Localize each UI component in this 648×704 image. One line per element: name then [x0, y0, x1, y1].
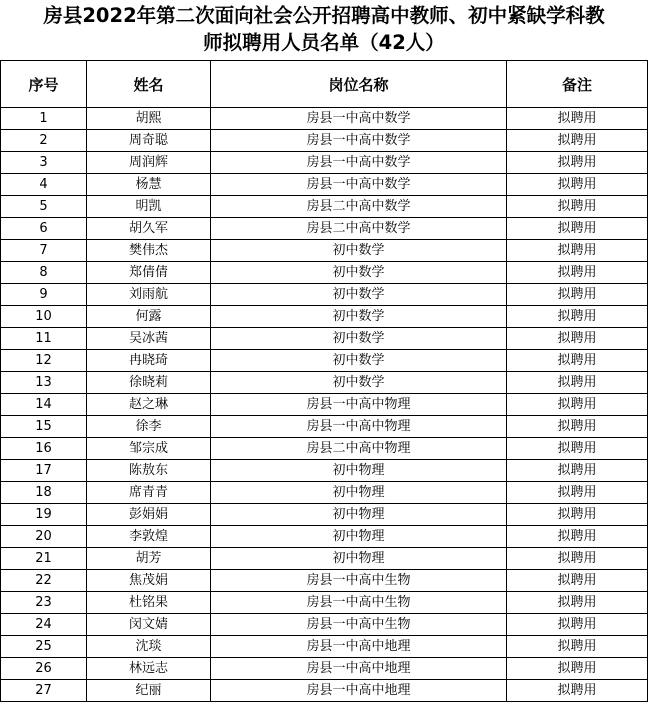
cell-remarks: 拟聘用	[507, 548, 648, 570]
cell-remarks: 拟聘用	[507, 262, 648, 284]
header-remarks: 备注	[507, 61, 648, 108]
cell-serial-number: 1	[1, 108, 87, 130]
cell-serial-number: 19	[1, 504, 87, 526]
cell-remarks: 拟聘用	[507, 438, 648, 460]
cell-remarks: 拟聘用	[507, 240, 648, 262]
cell-remarks: 拟聘用	[507, 636, 648, 658]
cell-serial-number: 21	[1, 548, 87, 570]
cell-remarks: 拟聘用	[507, 416, 648, 438]
cell-serial-number: 18	[1, 482, 87, 504]
cell-position: 初中数学	[211, 262, 507, 284]
cell-name: 纪丽	[87, 680, 211, 702]
cell-name: 胡久军	[87, 218, 211, 240]
cell-remarks: 拟聘用	[507, 460, 648, 482]
table-row	[1, 570, 648, 592]
cell-name: 周润辉	[87, 152, 211, 174]
cell-serial-number: 13	[1, 372, 87, 394]
cell-serial-number: 3	[1, 152, 87, 174]
cell-position: 房县一中高中数学	[211, 108, 507, 130]
cell-name: 林远志	[87, 658, 211, 680]
cell-position: 初中数学	[211, 284, 507, 306]
cell-remarks: 拟聘用	[507, 284, 648, 306]
table-row	[1, 614, 648, 636]
table-row	[1, 196, 648, 218]
cell-position: 房县一中高中数学	[211, 130, 507, 152]
title-line-2: 师拟聘用人员名单（42人）	[203, 31, 445, 54]
table-header-row	[1, 61, 648, 108]
cell-remarks: 拟聘用	[507, 394, 648, 416]
cell-name: 焦茂娟	[87, 570, 211, 592]
cell-remarks: 拟聘用	[507, 108, 648, 130]
cell-serial-number: 4	[1, 174, 87, 196]
cell-remarks: 拟聘用	[507, 526, 648, 548]
cell-position: 房县一中高中地理	[211, 636, 507, 658]
table-row	[1, 328, 648, 350]
cell-position: 房县一中高中数学	[211, 152, 507, 174]
cell-serial-number: 23	[1, 592, 87, 614]
cell-position: 初中物理	[211, 526, 507, 548]
cell-position: 房县二中高中物理	[211, 438, 507, 460]
table-row	[1, 240, 648, 262]
cell-remarks: 拟聘用	[507, 152, 648, 174]
cell-position: 初中物理	[211, 460, 507, 482]
table-row	[1, 350, 648, 372]
cell-name: 刘雨航	[87, 284, 211, 306]
cell-remarks: 拟聘用	[507, 658, 648, 680]
table-row	[1, 218, 648, 240]
cell-position: 房县一中高中物理	[211, 394, 507, 416]
cell-name: 郑倩倩	[87, 262, 211, 284]
cell-serial-number: 5	[1, 196, 87, 218]
cell-name: 闵文婧	[87, 614, 211, 636]
table-row	[1, 284, 648, 306]
table-row	[1, 592, 648, 614]
hiring-roster-table	[0, 60, 648, 702]
cell-remarks: 拟聘用	[507, 350, 648, 372]
cell-serial-number: 15	[1, 416, 87, 438]
cell-name: 冉晓琦	[87, 350, 211, 372]
cell-serial-number: 17	[1, 460, 87, 482]
cell-serial-number: 11	[1, 328, 87, 350]
cell-serial-number: 25	[1, 636, 87, 658]
cell-serial-number: 24	[1, 614, 87, 636]
table-row	[1, 636, 648, 658]
cell-remarks: 拟聘用	[507, 504, 648, 526]
cell-remarks: 拟聘用	[507, 482, 648, 504]
cell-name: 胡熙	[87, 108, 211, 130]
cell-name: 赵之琳	[87, 394, 211, 416]
table-row	[1, 460, 648, 482]
cell-position: 初中物理	[211, 504, 507, 526]
table-row	[1, 416, 648, 438]
table-row	[1, 548, 648, 570]
cell-remarks: 拟聘用	[507, 218, 648, 240]
cell-serial-number: 8	[1, 262, 87, 284]
cell-name: 徐晓莉	[87, 372, 211, 394]
cell-serial-number: 10	[1, 306, 87, 328]
cell-position: 初中数学	[211, 372, 507, 394]
cell-position: 初中数学	[211, 306, 507, 328]
cell-position: 初中数学	[211, 328, 507, 350]
cell-remarks: 拟聘用	[507, 328, 648, 350]
cell-serial-number: 22	[1, 570, 87, 592]
cell-serial-number: 2	[1, 130, 87, 152]
cell-name: 杨慧	[87, 174, 211, 196]
cell-remarks: 拟聘用	[507, 372, 648, 394]
table-row	[1, 152, 648, 174]
cell-position: 房县一中高中物理	[211, 416, 507, 438]
cell-remarks: 拟聘用	[507, 196, 648, 218]
cell-remarks: 拟聘用	[507, 614, 648, 636]
table-body	[1, 108, 648, 702]
cell-position: 初中物理	[211, 548, 507, 570]
header-serial-number: 序号	[1, 61, 87, 108]
cell-position: 初中数学	[211, 350, 507, 372]
cell-serial-number: 6	[1, 218, 87, 240]
cell-position: 初中物理	[211, 482, 507, 504]
header-position: 岗位名称	[211, 61, 507, 108]
table-row	[1, 680, 648, 702]
cell-name: 邹宗成	[87, 438, 211, 460]
cell-name: 沈琰	[87, 636, 211, 658]
cell-remarks: 拟聘用	[507, 570, 648, 592]
cell-position: 房县一中高中数学	[211, 174, 507, 196]
cell-remarks: 拟聘用	[507, 130, 648, 152]
cell-position: 房县二中高中数学	[211, 196, 507, 218]
table-row	[1, 372, 648, 394]
cell-remarks: 拟聘用	[507, 680, 648, 702]
cell-name: 明凯	[87, 196, 211, 218]
cell-serial-number: 27	[1, 680, 87, 702]
cell-position: 初中数学	[211, 240, 507, 262]
cell-remarks: 拟聘用	[507, 592, 648, 614]
cell-serial-number: 9	[1, 284, 87, 306]
cell-remarks: 拟聘用	[507, 306, 648, 328]
cell-position: 房县一中高中地理	[211, 680, 507, 702]
cell-name: 陈敖东	[87, 460, 211, 482]
table-row	[1, 306, 648, 328]
cell-serial-number: 7	[1, 240, 87, 262]
cell-position: 房县一中高中生物	[211, 570, 507, 592]
table-row	[1, 526, 648, 548]
cell-position: 房县一中高中地理	[211, 658, 507, 680]
cell-name: 胡芳	[87, 548, 211, 570]
cell-remarks: 拟聘用	[507, 174, 648, 196]
cell-name: 周奇聪	[87, 130, 211, 152]
cell-serial-number: 26	[1, 658, 87, 680]
cell-position: 房县一中高中生物	[211, 614, 507, 636]
cell-name: 李敦煌	[87, 526, 211, 548]
cell-name: 杜铭果	[87, 592, 211, 614]
document-title	[0, 0, 648, 56]
cell-serial-number: 16	[1, 438, 87, 460]
table-row	[1, 482, 648, 504]
table-row	[1, 174, 648, 196]
header-name: 姓名	[87, 61, 211, 108]
cell-name: 席青青	[87, 482, 211, 504]
title-line-1: 房县2022年第二次面向社会公开招聘高中教师、初中紧缺学科教	[43, 4, 605, 27]
cell-position: 房县一中高中生物	[211, 592, 507, 614]
table-row	[1, 108, 648, 130]
table-row	[1, 504, 648, 526]
table-row	[1, 394, 648, 416]
cell-name: 何露	[87, 306, 211, 328]
cell-name: 吴冰茜	[87, 328, 211, 350]
table-row	[1, 658, 648, 680]
cell-serial-number: 20	[1, 526, 87, 548]
table-row	[1, 438, 648, 460]
cell-name: 徐李	[87, 416, 211, 438]
cell-position: 房县二中高中数学	[211, 218, 507, 240]
table-row	[1, 130, 648, 152]
table-row	[1, 262, 648, 284]
cell-name: 樊伟杰	[87, 240, 211, 262]
cell-serial-number: 14	[1, 394, 87, 416]
cell-name: 彭娟娟	[87, 504, 211, 526]
cell-serial-number: 12	[1, 350, 87, 372]
